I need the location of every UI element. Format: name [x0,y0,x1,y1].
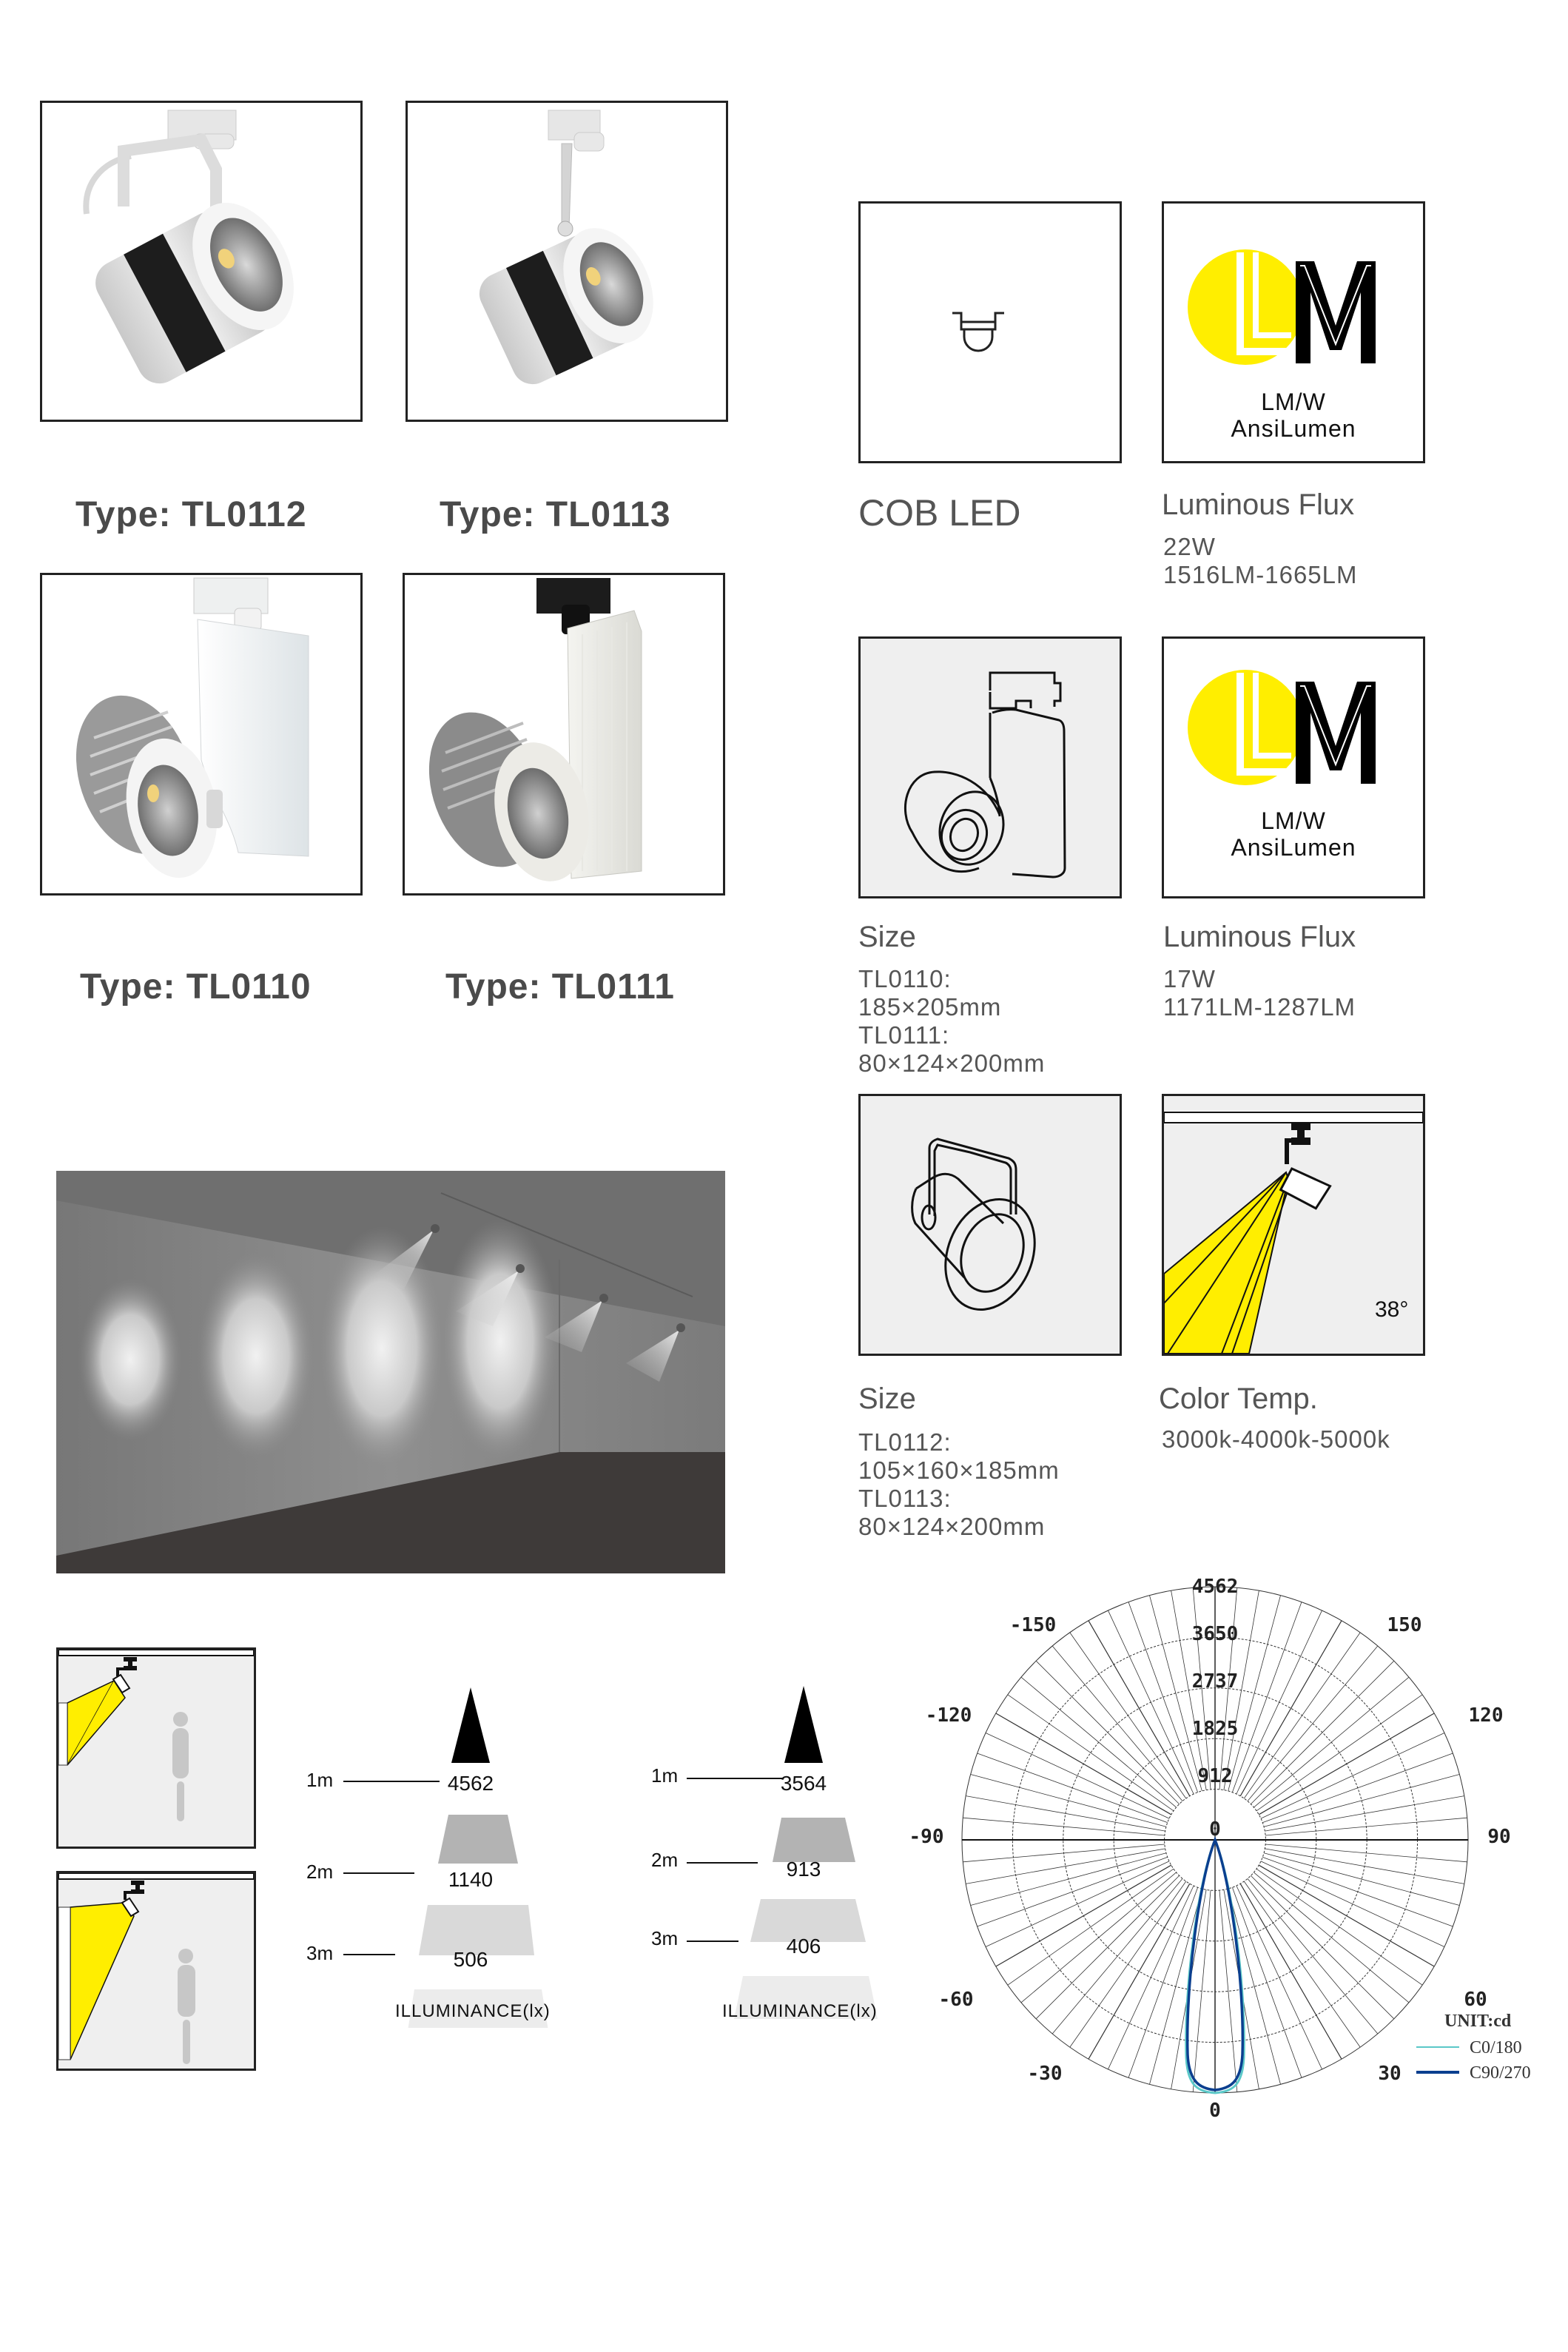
luminous-flux-range: 1171LM-1287LM [1163,993,1356,1021]
legend-label: C90/270 [1470,2063,1531,2083]
wall-wash-diagram-icon [58,1650,254,1847]
angle-label: 150 [1387,1614,1422,1636]
beam-angle-icon [1164,1096,1423,1354]
ansi-lumen-label: AnsiLumen [1231,415,1356,442]
illuminance-value: 3564 [780,1772,827,1795]
track-spotlight-tl0111-image [405,575,723,893]
illuminance-chart-a [296,1673,562,2028]
ansi-lumen-label: AnsiLumen [1231,834,1356,861]
tl0112-outline-icon [861,1096,1120,1354]
radial-tick-label: 1825 [1191,1718,1239,1740]
angle-label: -60 [938,1989,974,2011]
distance-label-2m: 2m [651,1849,679,1871]
track-spotlight-tl0112-image [42,103,360,420]
illuminance-value: 506 [453,1948,488,1971]
beam-angle-value: 38° [1375,1297,1409,1322]
color-temp-title: Color Temp. [1159,1382,1318,1415]
product-type-label: Type: TL0110 [80,967,312,1007]
radial-tick-label: 4562 [1191,1576,1239,1598]
distance-leader-line [687,1941,738,1942]
wall-wash-diagram-icon [58,1873,254,2069]
size-line: 185×205mm [858,993,1002,1021]
cob-led-box [858,201,1122,463]
lm-logo-box [1162,201,1425,463]
illuminance-value: 406 [786,1935,821,1958]
size-drawing-box [858,1094,1122,1356]
light-source-label: COB LED [858,492,1021,534]
size-line: TL0113: [858,1485,952,1512]
radial-tick-label: 2737 [1191,1670,1239,1693]
lm-logo-box [1162,636,1425,898]
angle-label: 60 [1464,1989,1487,2011]
illuminance-value: 4562 [447,1772,494,1795]
product-type-label: Type: TL0113 [440,495,671,534]
angle-label: -150 [1009,1614,1057,1636]
size-drawing-box [858,636,1122,898]
distance-leader-line [343,1954,395,1955]
lm-caption [1164,389,1423,442]
cob-led-icon [861,204,1120,461]
product-photo-tl0112 [40,101,363,422]
gallery-wall-lighting-image [56,1171,725,1573]
angle-label: 30 [1378,2063,1402,2085]
angle-label: -90 [909,1826,944,1848]
illuminance-pyramid-icon [296,1673,562,2028]
angle-label: -120 [925,1704,972,1727]
product-type-label: Type: TL0111 [445,967,675,1007]
size-line: TL0110: [858,965,952,992]
track-spotlight-tl0110-image [42,575,360,893]
distance-label-2m: 2m [306,1861,334,1883]
luminous-flux-title: Luminous Flux [1162,488,1355,521]
product-photo-tl0113 [406,101,728,422]
lm-per-watt-label: LM/W [1261,389,1326,415]
size-title: Size [858,921,916,953]
unit-label: UNIT:cd [1444,2012,1512,2031]
product-photo-tl0111 [403,573,725,896]
polar-distribution-chart [888,1569,1568,2131]
distance-leader-line [343,1872,414,1874]
legend-label: C0/180 [1470,2038,1522,2057]
angle-label: 0 [1209,2100,1221,2122]
lm-caption [1164,807,1423,861]
wall-wash-diagram-wide [56,1871,256,2071]
distance-label-1m: 1m [306,1769,334,1791]
distance-label-3m: 3m [651,1927,679,1949]
size-line: 80×124×200mm [858,1049,1046,1077]
wall-wash-application-photo [56,1171,725,1573]
lm-logo-icon [1164,226,1423,396]
beam-angle-box [1162,1094,1425,1356]
center-label: 0 [1209,1818,1221,1841]
size-line: TL0111: [858,1021,950,1049]
radial-tick-label: 912 [1197,1765,1233,1787]
lm-per-watt-label: LM/W [1261,807,1326,834]
color-temp-value: 3000k-4000k-5000k [1162,1425,1390,1453]
lm-logo-icon [1164,646,1423,816]
luminous-flux-range: 1516LM-1665LM [1163,561,1358,588]
angle-label: 90 [1487,1826,1511,1848]
distance-label-1m: 1m [651,1764,679,1787]
luminous-flux-power: 22W [1163,533,1216,560]
size-line: TL0112: [858,1428,952,1456]
product-type-label: Type: TL0112 [75,495,307,534]
illuminance-caption: ILLUMINANCE(lx) [395,2001,551,2021]
distance-label-3m: 3m [306,1942,334,1964]
size-title: Size [858,1382,916,1415]
tl0110-outline-icon [861,639,1120,896]
wall-wash-diagram-narrow [56,1647,256,1849]
track-spotlight-tl0113-image [408,103,726,420]
size-line: 105×160×185mm [858,1456,1060,1484]
radial-tick-label: 3650 [1191,1623,1239,1645]
luminous-flux-power: 17W [1163,965,1216,992]
illuminance-caption: ILLUMINANCE(lx) [722,2001,878,2021]
product-photo-tl0110 [40,573,363,896]
illuminance-value: 1140 [448,1868,494,1891]
illuminance-value: 913 [786,1858,821,1881]
angle-label: -30 [1027,2063,1063,2085]
luminous-flux-title: Luminous Flux [1163,921,1356,953]
angle-label: 120 [1468,1704,1504,1727]
size-line: 80×124×200mm [858,1513,1046,1540]
polar-chart-svg [888,1569,1568,2131]
illuminance-chart-b [636,1673,903,2028]
